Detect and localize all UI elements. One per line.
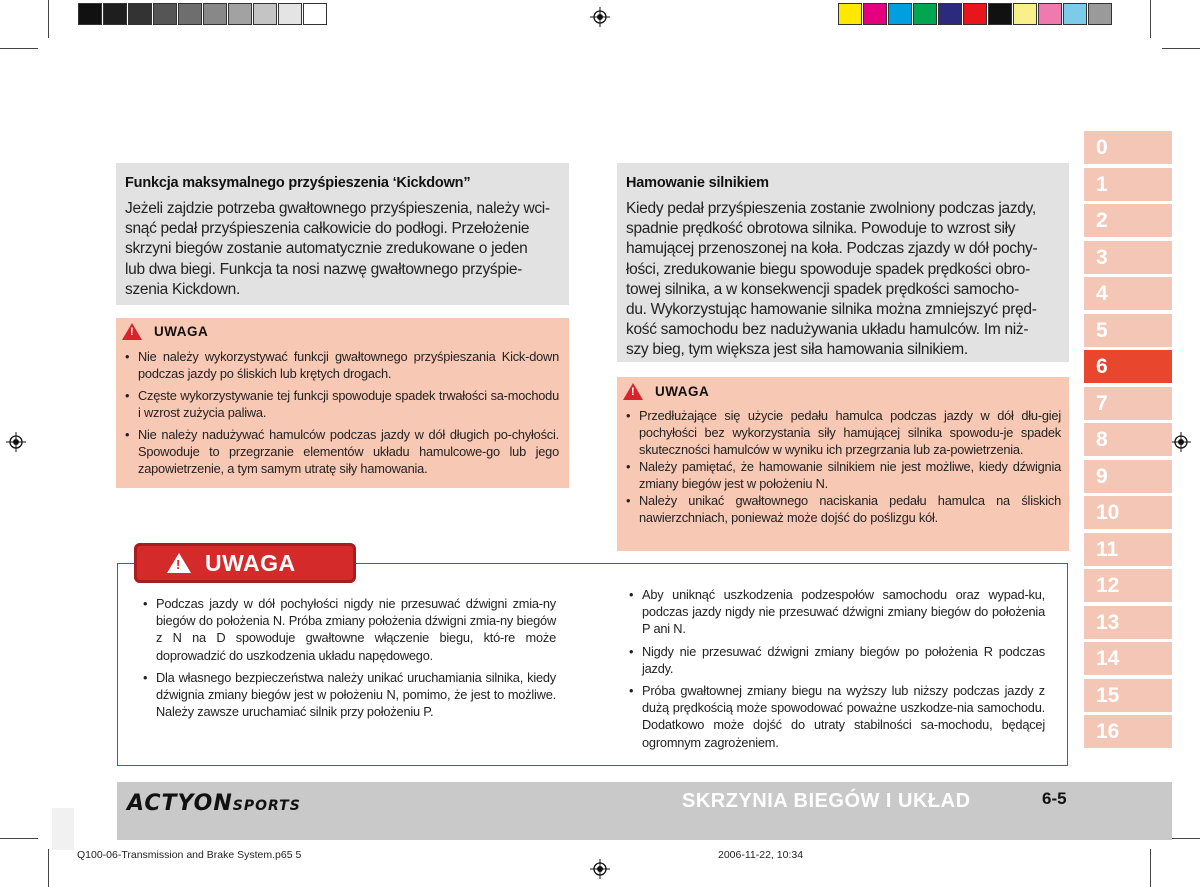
list-item: • Aby uniknąć uszkodzenia podzespołów samochodu oraz wypad-ku, podczas jazdy nigdy nie przesuwać dźwigni zmiany biegów do położenia P ani N. [629,586,1045,638]
registration-mark-icon [1171,432,1191,452]
big-warning-label [134,543,356,583]
warning-triangle-icon: ! [122,323,142,340]
kickdown-heading: Funkcja maksymalnego przyśpieszenia ‘Kickdown” [125,175,471,191]
chapter-tab-8[interactable]: 8 [1084,423,1172,456]
list-item: • Należy pamiętać, że hamowanie silnikiem nie jest możliwe, kiedy dźwignia zmiany biegów jest w położeniu N. [626,458,1061,492]
list-item: • Nigdy nie przesuwać dźwigni zmiany biegów po położenia R podczas jazdy. [629,643,1045,677]
list-item: • Nie należy nadużywać hamulców podczas jazdy w dół długich po-chyłości. Spowoduje to przegrzanie elementów układu hamulcowe-go lub jego zapowietrzenie, a tym samym utratę siły hamowania. [125,426,559,477]
list-item: • Częste wykorzystywanie tej funkcji spowoduje spadek trwałości sa-mochodu i wzrost zużycia paliwa. [125,387,559,421]
engine-braking-heading: Hamowanie silnikiem [626,175,769,191]
text-line: du. Wykorzystując hamowanie silnika można zmniejszyć pręd- [626,301,1037,319]
text-line: szy bieg, tym większa jest siła hamowania silnikiem. [626,341,968,359]
chapter-tab-1[interactable]: 1 [1084,168,1172,201]
warning-triangle-icon: ! [167,553,191,573]
text-line: lub dwa biegi. Funkcja ta nosi nazwę gwałtownego przyśpie- [125,260,523,278]
crop-mark [48,0,49,38]
text-line: skrzyni biegów zostanie automatycznie zredukowane o jeden [125,240,528,258]
chapter-tab-4[interactable]: 4 [1084,277,1172,310]
crop-mark [1150,0,1151,38]
engine-braking-body [626,199,1061,361]
chapter-tab-16[interactable]: 16 [1084,715,1172,748]
text-line: towej silnika, a w konsekwencji spadek prędkości samocho- [626,280,1019,298]
actyon-sports-logo: ACTYONSPORTS [127,791,301,816]
chapter-tab-9[interactable]: 9 [1084,460,1172,493]
list-item: • Należy unikać gwałtownego naciskania pedału hamulca na śliskich nawierzchniach, ponieważ może dojść do poślizgu kół. [626,492,1061,526]
chapter-tab-5[interactable]: 5 [1084,314,1172,347]
print-slug-date: 2006-11-22, 10:34 [718,849,804,861]
chapter-tab-10[interactable]: 10 [1084,496,1172,529]
warning-title: UWAGA [154,324,209,339]
warning-list [626,407,1061,526]
chapter-tab-12[interactable]: 12 [1084,569,1172,602]
chapter-tab-11[interactable]: 11 [1084,533,1172,566]
registration-mark-icon [6,432,26,452]
kickdown-body [125,199,561,300]
page-number: 6-5 [1042,789,1067,808]
chapter-tab-6[interactable]: 6 [1084,350,1172,383]
text-line: Jeżeli zajdzie potrzeba gwałtownego przyśpieszenia, należy wci- [125,200,550,217]
list-item: • Podczas jazdy w dół pochyłości nigdy nie przesuwać dźwigni zmia-ny biegów do położenia N. Próba zmiany położenia dźwigni zmia-ny biegów z N na D spowoduje gwałtowne włączenie biegu, któ-re może doprowadzić do uszkodzenia układu napędowego. [143,595,556,664]
kickdown-section [116,163,569,305]
text-line: łości, zredukowanie biegu spowoduje spadek prędkości obro- [626,260,1030,278]
big-warning-right-list [629,586,1045,756]
text-line: szenia Kickdown. [125,280,240,298]
crop-mark [48,849,49,887]
text-line: Kiedy pedał przyśpieszenia zostanie zwolniony podczas jazdy, [626,200,1036,217]
chapter-tab-13[interactable]: 13 [1084,606,1172,639]
chapter-tab-2[interactable]: 2 [1084,204,1172,237]
warning-triangle-icon: ! [623,383,643,400]
text-line: snąć pedał przyśpieszenia całkowicie do podłogi. Przełożenie [125,220,530,238]
chapter-tab-7[interactable]: 7 [1084,387,1172,420]
print-slug-file: Q100-06-Transmission and Brake System.p65 5 [77,849,302,861]
big-warning-title: UWAGA [205,549,296,576]
list-item: • Nie należy wykorzystywać funkcji gwałtownego przyśpieszania Kick-down podczas jazdy po śliskich lub krętych drogach. [125,348,559,382]
list-item: • Dla własnego bezpieczeństwa należy unikać uruchamiania silnika, kiedy dźwignia zmiany biegów jest w położeniu N, pomimo, że jest to możliwe. Należy zawsze uruchamiać silnik przy położeniu P. [143,669,556,721]
text-line: hamującej przenoszonej na koła. Podczas zjazdy w dół pochy- [626,240,1038,258]
registration-mark-icon [590,859,610,879]
chapter-tab-3[interactable]: 3 [1084,241,1172,274]
kickdown-warning [116,318,569,488]
big-warning-left-list [143,595,556,725]
text-line: kość samochodu bez nadużywania układu hamulców. Im niż- [626,321,1029,339]
chapter-tab-0[interactable]: 0 [1084,131,1172,164]
registration-mark-icon [590,7,610,27]
text-line: spadnie prędkość obrotowa silnika. Powoduje to wzrost siły [626,220,1016,238]
crop-mark [0,838,38,839]
list-item: • Próba gwałtownej zmiany biegu na wyższy lub niższy podczas jazdy z dużą prędkością może spowodować poważne uszkodze-nia samochodu. Dodatkowo może dojść do utraty stabilności sa-mochodu, będącej ogromnym zagrożeniem. [629,682,1045,751]
list-item: • Przedłużające się użycie pedału hamulca podczas jazdy w dół dłu-giej pochyłości bez wykorzystania siły hamującej silnika spowodu-je spadek skuteczności hamulców w wyniku ich przegrzania lub za-powietrzenia. [626,407,1061,458]
section-title: SKRZYNIA BIEGÓW I UKŁAD [682,790,971,812]
chapter-tab-14[interactable]: 14 [1084,642,1172,675]
color-swatches [838,3,1113,27]
footer-tab-stub [52,808,74,850]
engine-braking-warning [617,377,1069,551]
warning-list [125,348,559,482]
warning-title: UWAGA [655,384,710,399]
crop-mark [1150,849,1151,887]
crop-mark [1162,48,1200,49]
grayscale-swatches [78,3,328,27]
engine-braking-section [617,163,1069,362]
chapter-tab-15[interactable]: 15 [1084,679,1172,712]
crop-mark [0,48,38,49]
